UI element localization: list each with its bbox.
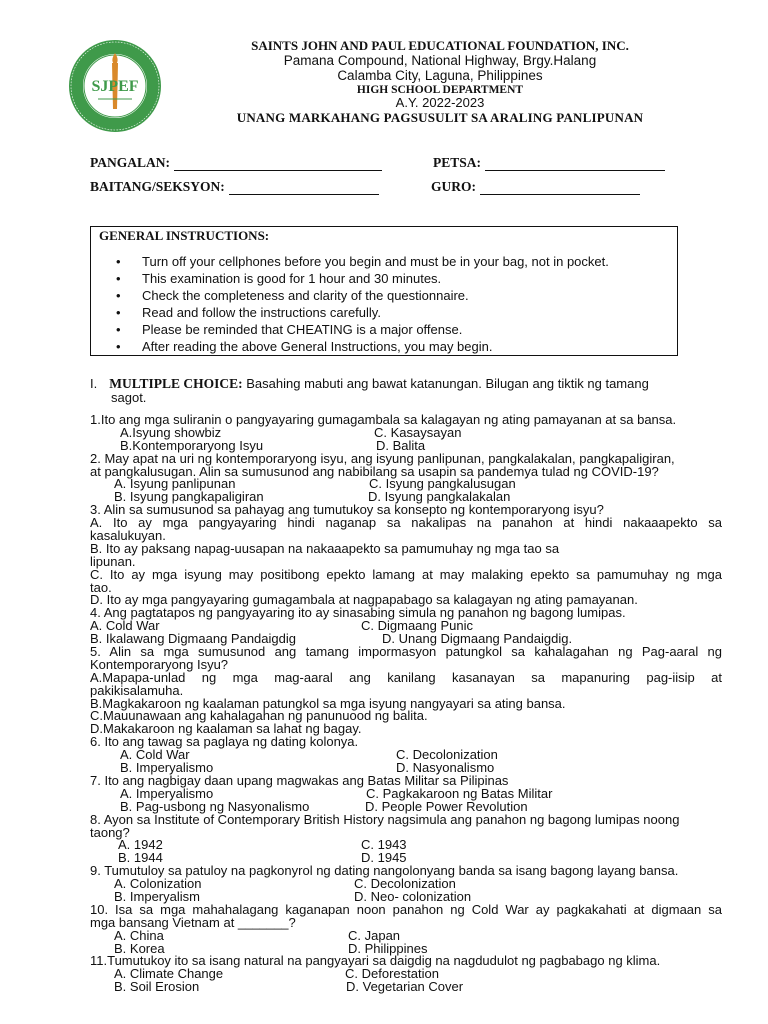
question-2: 2. May apat na uri ng kontemporaryong isyu, ang isyung panlipunan, pangkalakalan, pangkapaligiran,	[90, 450, 675, 466]
option-d[interactable]: D. Isyung pangkalakalan	[368, 489, 511, 505]
department: HIGH SCHOOL DEPARTMENT	[356, 84, 524, 96]
option-b[interactable]: B.Magkakaroon ng kaalaman patungkol sa mga isyung nangyayari sa ating bansa.	[90, 695, 566, 711]
question-5-cont: Kontemporaryong Isyu?	[90, 656, 229, 672]
option-a-cont: pakikisalamuha.	[90, 682, 184, 698]
option-d[interactable]: D. Unang Digmaang Pandaigdig.	[382, 631, 573, 647]
option-d[interactable]: D.Makakaroon ng kaalaman sa lahat ng bagay.	[90, 721, 362, 737]
section-text-cont: sagot.	[111, 390, 147, 405]
question-6: 6. Ito ang tawag sa paglaya ng dating kolonya.	[90, 734, 359, 750]
name-label: PANGALAN:	[90, 155, 170, 170]
option-d[interactable]: D. 1945	[361, 850, 407, 866]
option-a[interactable]: A. Isyung panlipunan	[114, 476, 236, 492]
option-b-cont: lipunan.	[90, 553, 136, 569]
name-field[interactable]	[90, 155, 382, 171]
option-d[interactable]: D. People Power Revolution	[365, 798, 528, 814]
option-c[interactable]: C. Japan	[348, 927, 401, 943]
option-d[interactable]: D. Neo- colonization	[354, 888, 472, 904]
option-c[interactable]: C.Mauunawaan ang kahalagahan ng panunuood ng balita.	[90, 708, 428, 724]
question-4: 4. Ang pagtatapos ng pangyayaring ito ay sinasabing simula ng panahon ng bagong lumipas.	[90, 605, 626, 621]
question-7: 7. Ito ang nagbigay daan upang magwakas ang Batas Militar sa Pilipinas	[90, 772, 509, 788]
options-row	[90, 888, 722, 904]
option-c[interactable]: C. Decolonization	[396, 747, 498, 763]
option-a[interactable]: A.Isyung showbiz	[120, 424, 222, 440]
date-label: PETSA:	[433, 155, 482, 170]
question-9: 9. Tumutuloy sa patuloy na pagkonyrol ng dating nangolonyang banda sa isang bagong layang bansa.	[90, 863, 679, 879]
logo-text: SJPEF	[91, 78, 139, 95]
instruction-item: • Check the completeness and clarity of the questionnaire.	[116, 288, 609, 305]
teacher-label: GURO:	[431, 179, 476, 194]
option-b[interactable]: B. Imperyalism	[114, 888, 200, 904]
instruction-item: • Please be reminded that CHEATING is a major offense.	[116, 322, 609, 339]
teacher-field[interactable]	[431, 179, 640, 195]
section-heading	[90, 378, 722, 392]
option-c[interactable]: C. Pagkakaroon ng Batas Militar	[366, 785, 553, 801]
options-row	[90, 437, 722, 453]
grade-section-label: BAITANG/SEKSYON:	[90, 179, 225, 194]
option-b[interactable]: B. Ikalawang Digmaang Pandaigdig	[90, 631, 296, 647]
instructions-title: GENERAL INSTRUCTIONS:	[99, 228, 270, 243]
question-1: 1.Ito ang mga suliranin o pangyayaring gumagambala sa kalagayan ng ating pamayanan at sa bansa.	[90, 412, 677, 427]
option-b[interactable]: B. 1944	[118, 850, 163, 866]
date-field[interactable]	[433, 155, 665, 171]
option-c[interactable]: C. Ito ay mga isyung may positibong epekto lamang at may malaking epekto sa pamumuhay ng mga	[90, 568, 722, 582]
section-number: I.	[90, 376, 98, 391]
option-b[interactable]: B.Kontemporaryong Isyu	[120, 437, 264, 453]
option-b[interactable]: B. Pag-usbong ng Nasyonalismo	[120, 798, 310, 814]
option-c[interactable]: C. Isyung pangkalusugan	[369, 476, 516, 492]
instruction-item: • After reading the above General Instructions, you may begin.	[116, 339, 609, 356]
option-c[interactable]: C. 1943	[361, 837, 407, 853]
school-address-2: Calamba City, Laguna, Philippines	[337, 68, 543, 83]
options-row	[90, 633, 722, 646]
option-a[interactable]: A. Ito ay mga pangyayaring hindi naganap sa nakalipas na panahon at hindi nakaaapekto sa	[90, 517, 722, 531]
options-row	[90, 940, 722, 956]
grade-section-field[interactable]	[90, 179, 379, 195]
question-3: 3. Alin sa sumusunod sa pahayag ang tumutukoy sa konsepto ng kontemporaryong isyu?	[90, 502, 604, 518]
options-row	[90, 798, 722, 814]
option-d[interactable]: D. Ito ay mga pangyayaring gumagambala at nagpapabago sa kalagayan ng ating pamayanan.	[90, 592, 638, 608]
option-a[interactable]: A. Colonization	[114, 876, 202, 892]
option-b[interactable]: B. Imperyalismo	[120, 760, 214, 776]
option-d[interactable]: D. Nasyonalismo	[396, 760, 495, 776]
option-d[interactable]: D. Philippines	[348, 940, 428, 956]
instruction-item: • This examination is good for 1 hour and 30 minutes.	[116, 271, 609, 288]
options-row	[90, 852, 722, 865]
exam-title: UNANG MARKAHANG PAGSUSULIT SA ARALING PANLIPUNAN	[236, 110, 644, 125]
question-10-cont: mga bansang Vietnam at _______?	[90, 914, 296, 930]
options-row	[90, 491, 722, 504]
option-b[interactable]: B. Ito ay paksang napag-uusapan na nakaaapekto sa pamumuhay ng mga tao sa	[90, 540, 560, 556]
question-2-cont: at pangkalusugan. Alin sa sumusunod ang nabibilang sa usapin sa pandemya tulad ng COVID-19?	[90, 463, 659, 479]
option-c[interactable]: C. Kasaysayan	[374, 424, 462, 440]
general-instructions-box	[90, 226, 678, 356]
section-text: Basahing mabuti ang bawat katanungan. Bilugan ang tiktik ng tamang	[246, 376, 649, 391]
school-name: SAINTS JOHN AND PAUL EDUCATIONAL FOUNDATION, INC.	[251, 38, 629, 53]
option-c[interactable]: C. Digmaang Punic	[361, 618, 473, 634]
option-c[interactable]: C. Decolonization	[354, 876, 456, 892]
option-d[interactable]: D. Vegetarian Cover	[346, 979, 464, 995]
question-8-cont: taong?	[90, 824, 130, 840]
option-c[interactable]: C. Deforestation	[345, 966, 439, 982]
option-b[interactable]: B. Korea	[114, 940, 165, 956]
option-d[interactable]: D. Balita	[376, 437, 426, 453]
instructions-list	[116, 254, 609, 355]
option-b[interactable]: B. Soil Erosion	[114, 979, 200, 995]
option-a[interactable]: A. Climate Change	[114, 966, 224, 982]
question-8: 8. Ayon sa Institute of Contemporary British History nagsimula ang panahon ng bagong lumipas noong	[90, 811, 680, 827]
question-5: 5. Alin sa mga sumusunod ang tamang impormasyon patungkol sa kahalagahan ng Pag-aaral ng	[90, 646, 722, 659]
question-10: 10. Isa sa mga mahahalagang kaganapan noon panahon ng Cold War ay pagkakahati at digmaan sa	[90, 903, 722, 917]
school-logo	[68, 39, 162, 133]
academic-year: A.Y. 2022-2023	[395, 95, 485, 110]
section-title: MULTIPLE CHOICE:	[109, 376, 243, 391]
option-b[interactable]: B. Isyung pangkapaligiran	[114, 489, 264, 505]
question-11: 11.Tumutukoy ito sa isang natural na pangyayari sa daigdig na nagdudulot ng pagbabago ng klima.	[90, 953, 661, 969]
option-a[interactable]: A. China	[114, 927, 164, 943]
exam-content	[90, 378, 722, 994]
options-row	[90, 762, 722, 775]
option-a[interactable]: A. Imperyalismo	[120, 785, 214, 801]
option-c-cont: tao.	[90, 579, 112, 595]
instruction-item: • Read and follow the instructions carefully.	[116, 305, 609, 322]
school-address-1: Pamana Compound, National Highway, Brgy.Halang	[283, 53, 597, 68]
option-a[interactable]: A.Mapapa-unlad ng mga mag-aaral ang kanilang kasanayan sa mapanuring pag-iisip at	[90, 671, 722, 685]
options-row	[90, 981, 722, 994]
option-a[interactable]: A. 1942	[118, 837, 163, 853]
instruction-item: • Turn off your cellphones before you begin and must be in your bag, not in pocket.	[116, 254, 609, 271]
option-a-cont: kasalukuyan.	[90, 528, 166, 544]
option-a[interactable]: A. Cold War	[90, 618, 160, 634]
option-a[interactable]: A. Cold War	[120, 747, 190, 763]
